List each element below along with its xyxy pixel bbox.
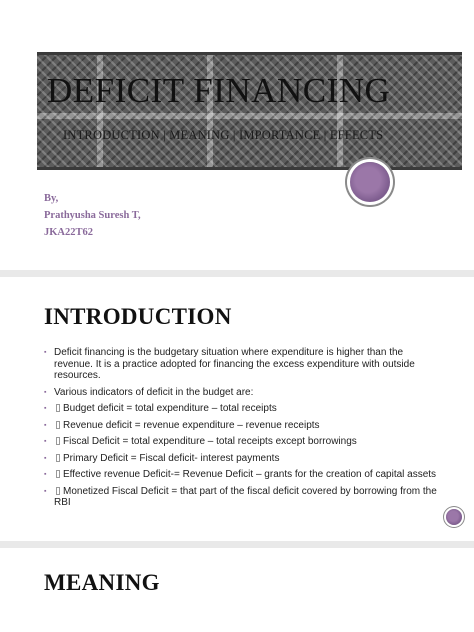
byline-by: By,	[44, 193, 59, 204]
list-item: ▪ Deficit financing is the budgetary situation where expenditure is higher than the revenue. It is a practice adopted for financing the excess expenditure with outside resources.	[44, 347, 444, 382]
slide-title: DEFICIT FINANCING	[47, 71, 391, 110]
list-item: ▪ Monetized Fiscal Deficit = that part of the fiscal deficit covered by borrowing from the RBI	[44, 486, 444, 509]
placeholder-box-icon	[56, 421, 60, 429]
list-item: ▪ Primary Deficit = Fiscal deficit- interest payments	[44, 453, 444, 465]
placeholder-box-icon	[56, 437, 60, 445]
introduction-slide	[0, 277, 474, 541]
list-item: ▪ Fiscal Deficit = total expenditure – total receipts except borrowings	[44, 436, 444, 448]
byline-author: Prathyusha Suresh T,	[44, 210, 141, 221]
slide-subtitle: INTRODUCTION | MEANING | IMPORTANCE | EFFECTS	[63, 128, 384, 142]
byline	[44, 190, 141, 241]
introduction-heading: INTRODUCTION	[44, 304, 232, 329]
decorative-circle-icon	[446, 509, 462, 525]
list-item: ▪ Revenue deficit = revenue expenditure – revenue receipts	[44, 420, 444, 432]
meaning-slide	[0, 548, 474, 632]
placeholder-box-icon	[56, 487, 60, 495]
introduction-bullets	[44, 347, 444, 514]
placeholder-box-icon	[56, 454, 60, 462]
byline-id: JKA22T62	[44, 227, 94, 238]
list-item: ▪ Budget deficit = total expenditure – total receipts	[44, 403, 444, 415]
list-item: ▪ Various indicators of deficit in the budget are:	[44, 387, 444, 399]
placeholder-box-icon	[56, 404, 60, 412]
title-slide	[0, 0, 474, 270]
decorative-circle-icon	[350, 162, 390, 202]
meaning-heading: MEANING	[44, 570, 160, 595]
placeholder-box-icon	[56, 470, 60, 478]
title-banner	[37, 52, 462, 170]
list-item: ▪ Effective revenue Deficit-= Revenue Deficit – grants for the creation of capital assets	[44, 469, 444, 481]
